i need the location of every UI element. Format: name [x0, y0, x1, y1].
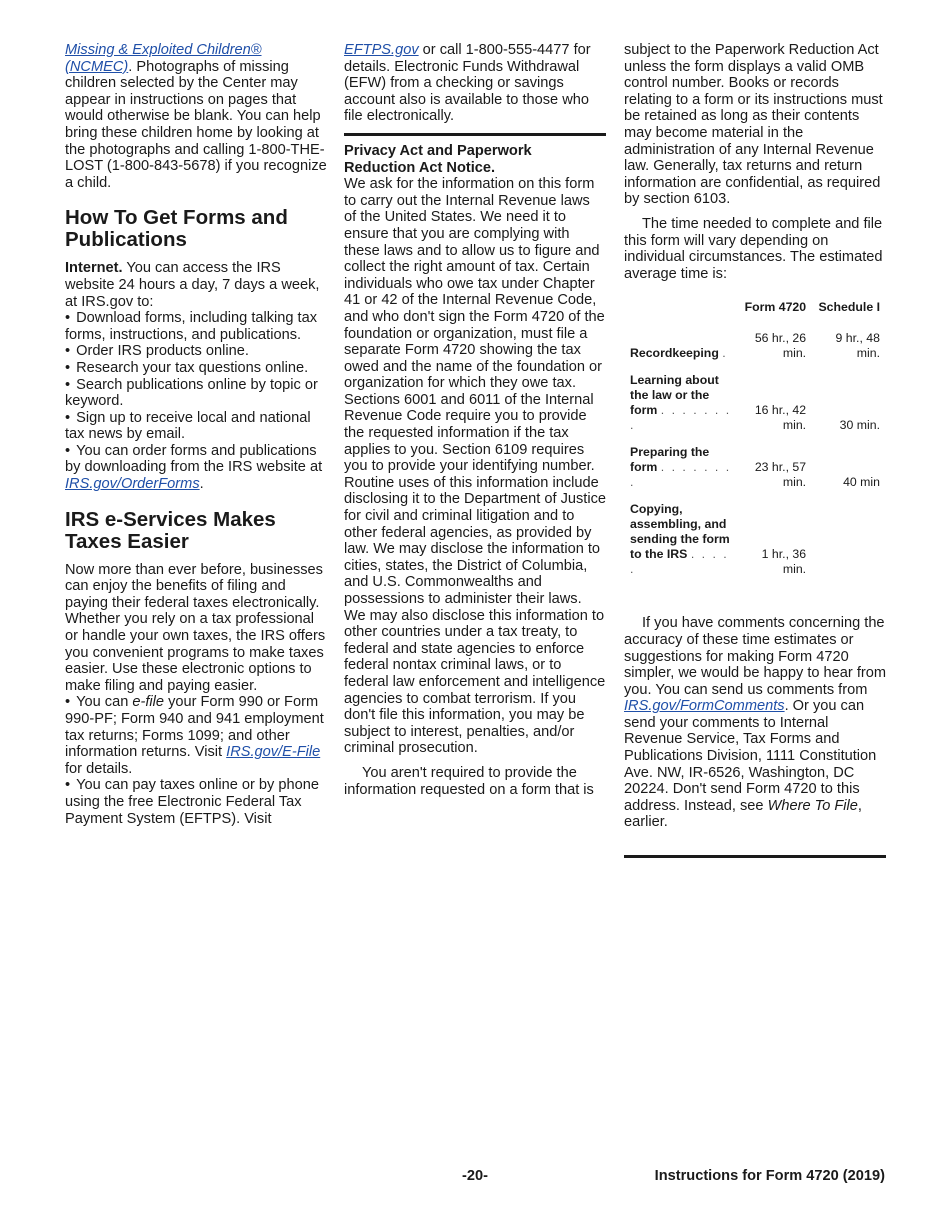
table-header-form: Form 4720: [744, 300, 807, 315]
ncmec-link[interactable]: Missing & Exploited Children® (NCMEC): [65, 42, 262, 75]
table-header-row: [624, 300, 886, 331]
table-cell: 56 hr., 26 min.: [754, 331, 807, 361]
document-title: Instructions for Form 4720 (2019): [654, 1168, 885, 1184]
table-cell: 40 min: [843, 475, 880, 490]
table-cell: 9 hr., 48 min.: [835, 331, 880, 361]
privacy-section: [344, 133, 606, 798]
table-cell: 23 hr., 57 min.: [754, 460, 807, 490]
eftps-link[interactable]: EFTPS.gov: [344, 42, 419, 58]
order-forms-link[interactable]: IRS.gov/OrderForms: [65, 476, 200, 493]
list-item-eftps: • You can pay taxes online or by phone using the free Electronic Federal Tax Payment System (EFTPS). Visit: [65, 777, 327, 827]
internet-paragraph: [65, 260, 327, 310]
time-text: The time needed to complete and file this form will vary depending on individual circumstances. The estimated average time is:: [624, 215, 883, 282]
paperwork-text: subject to the Paperwork Reduction Act unless the form displays a valid OMB control number. Books or records relating to a form or its instructions must be retained as long as their contents may become material in the administration of any Internal Revenue law. Generally, tax returns and return information are confidential, as required by section 6103.: [624, 42, 883, 208]
list-item: • Sign up to receive local and national tax news by email.: [65, 410, 327, 443]
table-cell: 30 min.: [839, 418, 880, 433]
not-required-text: You aren't required to provide the information requested on a form that is: [344, 764, 594, 798]
table-header-blank: [624, 300, 744, 331]
heading-eservices: IRS e-Services Makes Taxes Easier: [65, 507, 276, 553]
end-divider: [624, 855, 886, 858]
table-header-schedule: Schedule I: [818, 300, 880, 315]
column-2: [344, 42, 606, 798]
eftps-paragraph: EFTPS.gov or call 1-800-555-4477 for details. Electronic Funds Withdrawal (EFW) from a checking or savings account also is available to those who file electronically.: [344, 42, 591, 125]
time-estimate-table: [624, 300, 886, 589]
ncmec-text: . Photographs of missing children selected by the Center may appear in instructions on pages that would otherwise be blank. You can help bring these children home by looking at the photographs and calling 1-800-THE-LOST (1-800-843-5678) if you recognize a child.: [65, 58, 327, 191]
table-cell: 16 hr., 42 min.: [754, 403, 807, 433]
list-item: • Research your tax questions online.: [65, 360, 327, 377]
column-3: [624, 42, 886, 858]
table-row: Recordkeeping . 56 hr., 26 min. 9 hr., 48 min.: [624, 331, 886, 373]
list-item: • Search publications online by topic or keyword.: [65, 377, 327, 410]
privacy-heading: Privacy Act and Paperwork Reduction Act Notice.: [344, 142, 532, 176]
page-number: -20-: [462, 1168, 488, 1184]
form-comments-link[interactable]: IRS.gov/FormComments: [624, 698, 785, 715]
privacy-text: We ask for the information on this form to carry out the Internal Revenue laws of the United States. We need it to ensure that you are complying with these laws and to allow us to figure and collect the right amount of tax. Certain individuals who owe tax under Chapter 41 or 42 of the Internal Revenue Code, and who don't sign the Form 4720 of the foundation or organization, must file a separate Form 4720 showing the tax owed and the name of the foundation or organization for which they owe tax. Sections 6001 and 6011 of the Internal Revenue Code require you to provide the requested information if the tax applies to you. Section 6109 requires you to provide your identifying number. Routine uses of this information include disclosing it to the Department of Justice for civil and criminal litigation and to other federal agencies, as provided by law. We may disclose the information to cities, states, the District of Columbia, and U.S. Commonwealths and possessions to administer their laws. We may also disclose this information to other countries under a tax treaty, to federal and state agencies to enforce federal nontax criminal laws, or to federal law enforcement and intelligence agencies to combat terrorism. If you don't file this information, you may be subject to interest, penalties, and/or criminal prosecution.: [344, 176, 607, 757]
internet-label: Internet.: [65, 260, 123, 277]
efile-link[interactable]: IRS.gov/E-File: [226, 744, 321, 761]
table-row: Learning about the law or the form . . . . . . . . 16 hr., 42 min. 30 min.: [624, 373, 886, 445]
table-row: Preparing the form . . . . . . . . 23 hr., 57 min. 40 min: [624, 445, 886, 502]
ncmec-paragraph: [65, 42, 327, 191]
table-row: Copying, assembling, and sending the form to the IRS . . . . . 1 hr., 36 min.: [624, 502, 886, 589]
list-item: • Download forms, including talking tax forms, instructions, and publications.: [65, 310, 327, 343]
internet-text: You can access the IRS website 24 hours a day, 7 days a week, at IRS.gov to:: [65, 260, 320, 310]
table-cell: 1 hr., 36 min.: [761, 547, 807, 577]
list-item-efile: • You can e-file your Form 990 or Form 990-PF; Form 940 and 941 employment tax returns; Forms 1099; and other information returns. Visit IRS.gov/E-File for details.: [65, 694, 327, 777]
column-1: [65, 42, 327, 827]
table-cell: [812, 502, 886, 589]
list-item: • Order IRS products online.: [65, 343, 327, 360]
eservices-paragraph: Now more than ever before, businesses can enjoy the benefits of filing and paying their federal taxes electronically. Whether you rely on a tax professional or handle your own taxes, the IRS offers you convenient programs to make taxes easier. Use these electronic options to make filing and paying easier.: [65, 561, 326, 694]
list-item-order-forms: • You can order forms and publications by downloading from the IRS website at IRS.gov/OrderForms.: [65, 443, 327, 493]
comments-paragraph: If you have comments concerning the accuracy of these time estimates or suggestions for making Form 4720 simpler, we would be happy to hear from you. You can send us comments from IRS.gov/FormComments. Or you can send your comments to Internal Revenue Service, Tax Forms and Publications Division, 1111 Constitution Ave. NW, IR-6526, Washington, DC 20224. Don't send Form 4720 to this address. Instead, see Where To File, earlier.: [624, 615, 887, 831]
heading-get-forms: How To Get Forms and Publications: [65, 206, 288, 252]
